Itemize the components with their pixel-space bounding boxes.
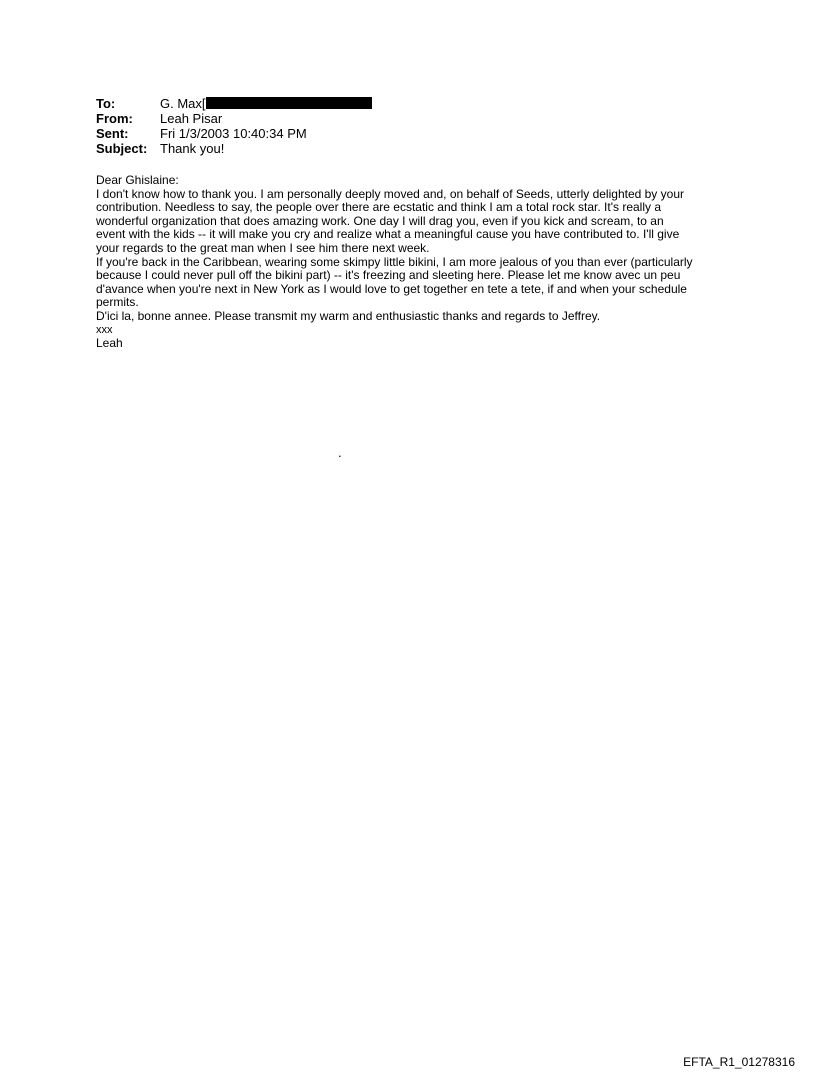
from-label: From: [96,111,133,126]
to-row [96,96,372,111]
body-line: event with the kids -- it will make you cry and realize what a meaningful cause you have contributed to. I'll give [96,227,680,242]
subject-value: Thank you! [160,141,225,156]
body-line: d'avance when you're next in New York as I would love to get together en tete a tete, if and when your schedule [96,281,687,296]
document-id: EFTA_R1_01278316 [683,1055,795,1069]
to-value [160,96,372,111]
from-row [96,111,372,126]
redaction-block [206,97,372,109]
signoff: xxx [96,323,113,336]
subject-row [96,141,372,156]
body-line: your regards to the great man when I see him there next week. [96,240,430,255]
from-value: Leah Pisar [160,111,223,126]
subject-label: Subject: [96,141,148,156]
to-label: To: [96,96,116,111]
body-line: permits. [96,295,139,310]
stray-mark: . [338,445,342,460]
body-line: D'ici la, bonne annee. Please transmit my warm and enthusiastic thanks and regards to Jeffrey. [96,308,601,323]
body-line: because I could never pull off the bikini part) -- it's freezing and sleeting here. Please let me know avec un peu [96,268,681,283]
to-name: G. Max[ [160,96,206,111]
body-line: Dear Ghislaine: [96,173,179,187]
sent-value: Fri 1/3/2003 10:40:34 PM [160,126,307,141]
body-line: I don't know how to thank you. I am personally deeply moved and, on behalf of Seeds, utterly delighted by your [96,186,684,201]
email-body [96,174,736,351]
body-line: If you're back in the Caribbean, wearing some skimpy little bikini, I am more jealous of you than ever (particularly [96,254,693,269]
signature: Leah [96,336,123,351]
body-line: contribution. Needless to say, the people over there are ecstatic and think I am a total rock star. It's really a [96,200,662,215]
sent-label: Sent: [96,126,129,141]
sent-row [96,126,372,141]
email-header [96,96,372,156]
body-line: wonderful organization that does amazing work. One day I will drag you, even if you kick and scream, to an [96,213,664,228]
